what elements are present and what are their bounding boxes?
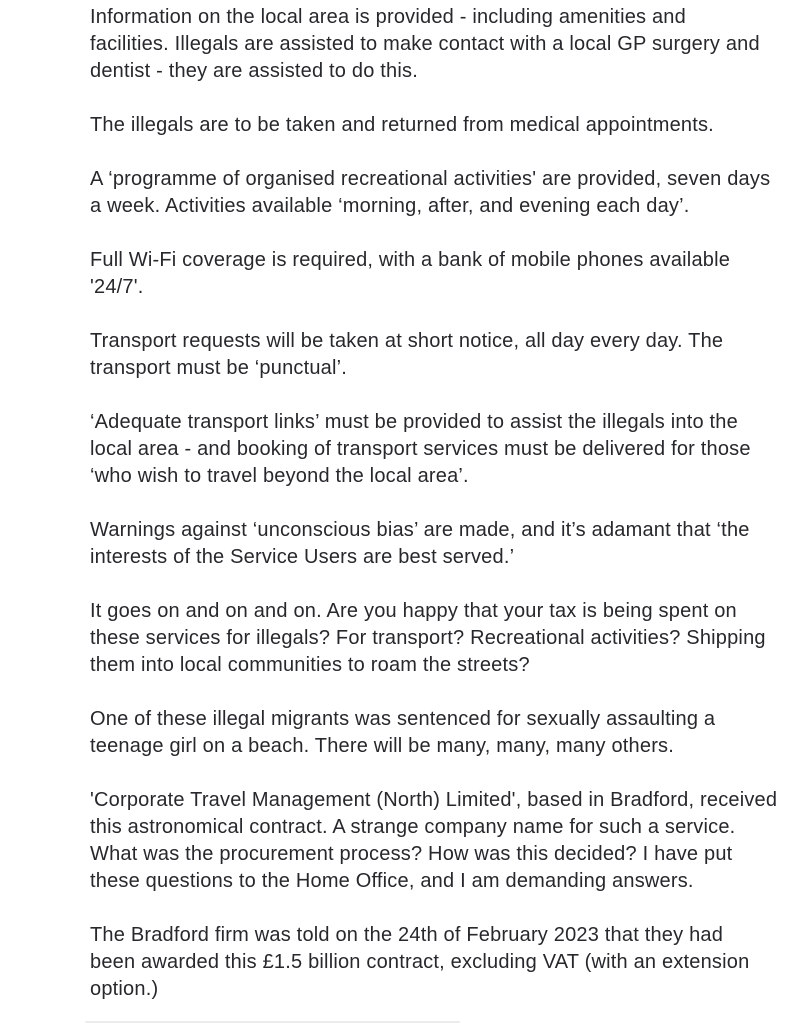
- text-line: Full Wi-Fi coverage is required, with a bank of mobile phones available: [90, 249, 731, 271]
- post-text: [90, 4, 795, 1003]
- text-line: a week. Activities available ‘morning, after, and evening each day’.: [90, 195, 690, 217]
- text-line: The Bradford firm was told on the 24th of February 2023 that they had: [90, 924, 724, 946]
- text-line: Information on the local area is provided - including amenities and: [90, 6, 686, 28]
- text-line: these services for illegals? For transport? Recreational activities? Shipping: [90, 627, 766, 649]
- paragraph: [90, 922, 795, 1003]
- paragraph: [90, 409, 795, 490]
- text-line: them into local communities to roam the streets?: [90, 654, 530, 676]
- paragraph: [90, 247, 795, 301]
- text-line: It goes on and on and on. Are you happy that your tax is being spent on: [90, 600, 737, 622]
- text-line: A ‘programme of organised recreational activities' are provided, seven days: [90, 168, 771, 190]
- text-line: What was the procurement process? How was this decided? I have put: [90, 843, 733, 865]
- paragraph: [90, 706, 795, 760]
- text-line: ‘who wish to travel beyond the local area’.: [90, 465, 469, 487]
- text-line: these questions to the Home Office, and I am demanding answers.: [90, 870, 694, 892]
- text-line: '24/7'.: [90, 276, 144, 298]
- text-line: Warnings against ‘unconscious bias’ are made, and it’s adamant that ‘the: [90, 519, 750, 541]
- text-line: option.): [90, 978, 159, 1000]
- text-line: been awarded this £1.5 billion contract, excluding VAT (with an extension: [90, 951, 750, 973]
- paragraph: [90, 4, 795, 85]
- text-line: teenage girl on a beach. There will be many, many, many others.: [90, 735, 675, 757]
- text-line: Transport requests will be taken at short notice, all day every day. The: [90, 330, 724, 352]
- text-line: interests of the Service Users are best served.’: [90, 546, 515, 568]
- text-line: One of these illegal migrants was sentenced for sexually assaulting a: [90, 708, 716, 730]
- paragraph: [90, 112, 795, 139]
- text-line: dentist - they are assisted to do this.: [90, 60, 418, 82]
- text-line: transport must be ‘punctual’.: [90, 357, 348, 379]
- text-line: The illegals are to be taken and returned from medical appointments.: [90, 114, 714, 136]
- text-line: local area - and booking of transport services must be delivered for those: [90, 438, 751, 460]
- text-line: this astronomical contract. A strange company name for such a service.: [90, 816, 736, 838]
- text-line: facilities. Illegals are assisted to make contact with a local GP surgery and: [90, 33, 760, 55]
- text-line: 'Corporate Travel Management (North) Limited', based in Bradford, received: [90, 789, 778, 811]
- paragraph: [90, 598, 795, 679]
- text-line: ‘Adequate transport links’ must be provided to assist the illegals into the: [90, 411, 738, 433]
- paragraph: [90, 166, 795, 220]
- bottom-divider: [85, 1021, 460, 1023]
- paragraph: [90, 787, 795, 895]
- paragraph: [90, 517, 795, 571]
- paragraph: [90, 328, 795, 382]
